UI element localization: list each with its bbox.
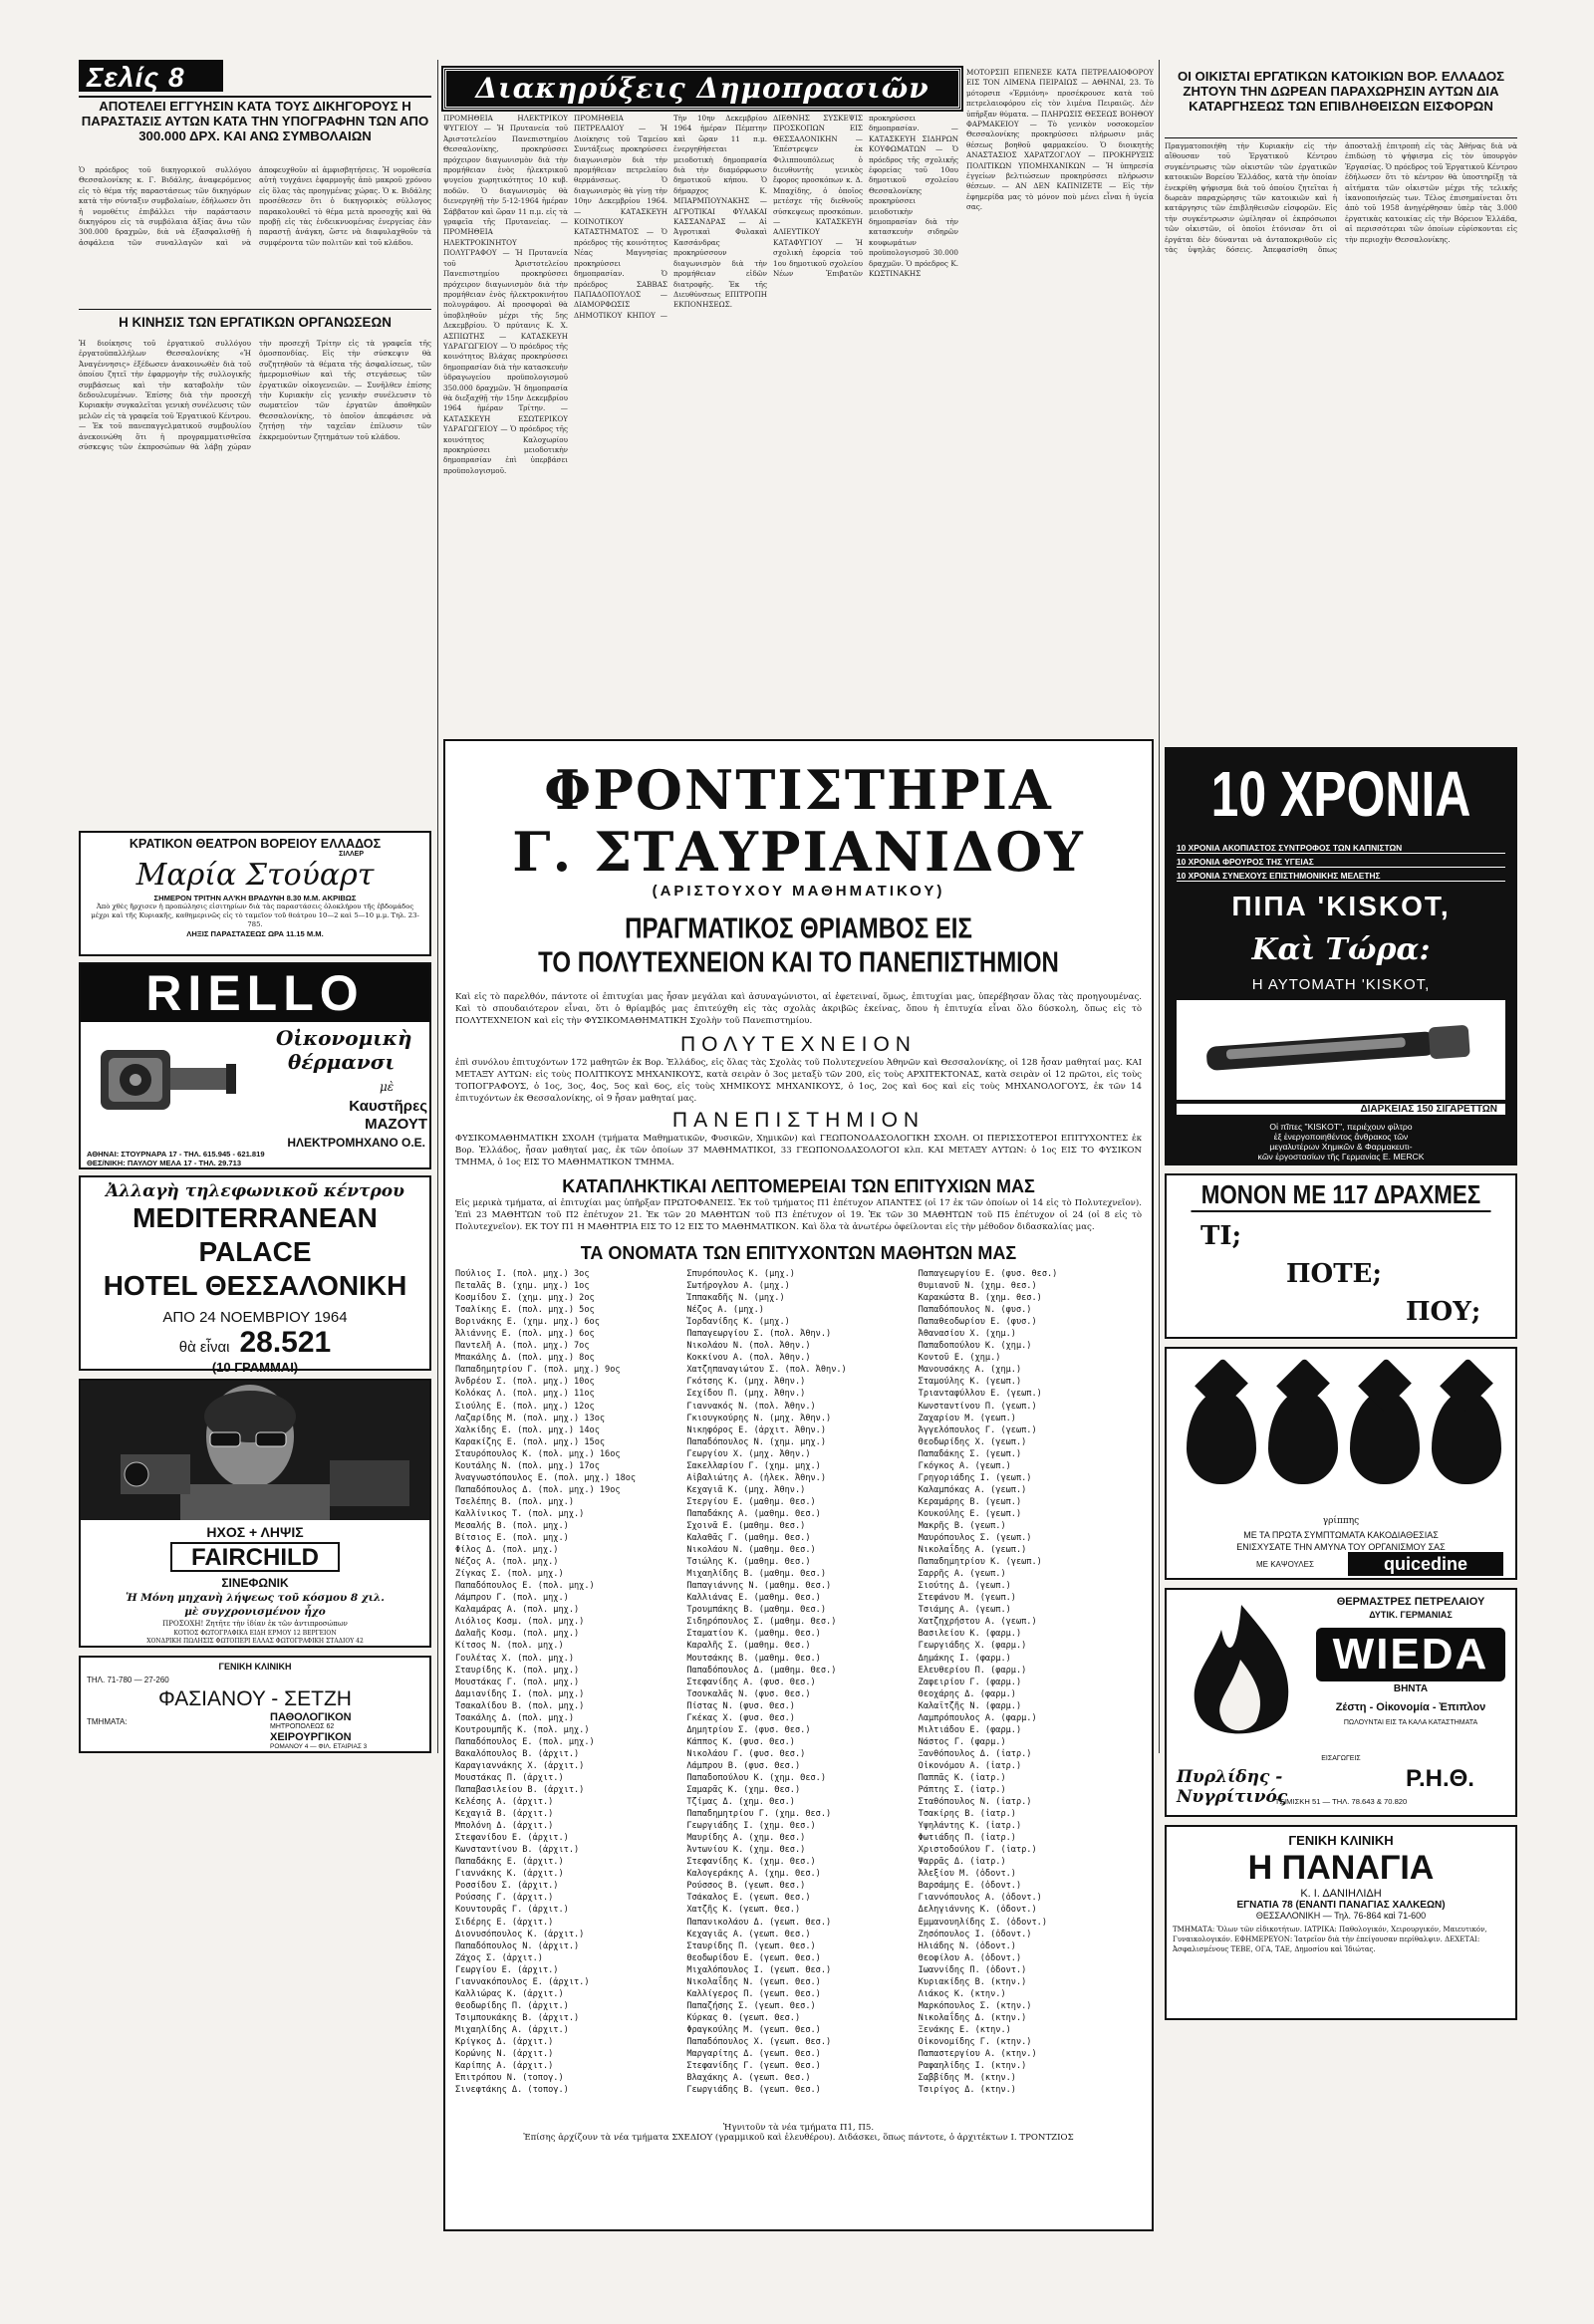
- drop-shape: [1350, 1391, 1420, 1484]
- hotel-line3: HOTEL ΘΕΣΣΑΛΟΝΙΚΗ: [103, 1270, 407, 1301]
- riello-slogan2: θέρμανσι: [288, 1050, 396, 1074]
- fairchild-note: ΠΡΟΣΟΧΗ! Ζητῆτε τὴν ἰδίαν ἐκ τῶν ἀντιπροσώπων: [162, 1620, 348, 1628]
- fairchild-brand-box: [170, 1542, 340, 1572]
- fairchild-tagline1: Ἡ Μόνη μηχανὴ λήψεως τοῦ κόσμου 8 χιλ.: [126, 1592, 385, 1604]
- fairchild-footer2: ΧΟΝΔΡΙΚΗ ΠΩΛΗΣΙΣ ΦΩΤΟΠΕΡΙ ΕΛΛΑΣ ΦΩΤΟΓΡΑΦΙΚΗ ΣΤΑΔΙΟΥ 42: [146, 1638, 364, 1645]
- fairchild-tagline2: μὲ συγχρονισμένον ἦχο: [184, 1606, 326, 1618]
- kiskot-ad: [1165, 747, 1517, 1165]
- frontistiria-ad: [443, 739, 1154, 2231]
- wieda-line2: ΔΥΤΙΚ. ΓΕΡΜΑΝΙΑΣ: [1369, 1610, 1453, 1620]
- labor-article-body: Ἡ διοίκησις τοῦ ἐργατικοῦ συλλόγου ἐργατοϋπαλλήλων Θεσσαλονίκης «Ἡ Ἀναγέννησις» ἐξέδωσεν ἀνακοινωθὲν διὰ τοῦ ὁποίου ζητεῖ τὴν ἐφαρμογὴν τῆς συλλογικῆς συμβάσεως καὶ τὴν καταβολὴν τῶν δεδουλευμένων. Ἐπίσης διὰ τὴν προσεχῆ Κυριακὴν συγκαλεῖται γενικὴ συνέλευσις τῶν μελῶν εἰς τὰ γραφεῖα τοῦ Ἐργατικοῦ Κέντρου. — Ἐκ τοῦ πανεπαγγελματικοῦ συμβουλίου ἀνεκοινώθη ὅτι ἡ προγραμματισθεῖσα σύσκεψις τῶν ἐκπροσώπων θὰ λάβῃ χώραν τὴν προσεχῆ Τρίτην εἰς τὰ γραφεῖα τῆς ὁμοσπονδίας. Εἰς τὴν σύσκεψιν θὰ συζητηθοῦν τὰ θέματα τῆς ἀσφαλίσεως, τῶν ἡμερομισθίων καὶ τῆς στεγάσεως τῶν ἐργατικῶν οἰκογενειῶν. — Συνῆλθεν ἐπίσης τὴν Κυριακὴν εἰς γενικὴν συνέλευσιν τὸ σωματεῖον τῶν ἐργατῶν ἀποθηκῶν Θεσσαλονίκης, τὸ ὁποῖον ἀπεφάσισε νὰ ζητήσῃ τὴν ταχεῖαν ἐπίλυσιν τῶν ἐκκρεμούντων ζητημάτων τοῦ κλάδου.: [79, 339, 431, 452]
- polytechnic-text: ἐπὶ συνόλου ἐπιτυχόντων 172 μαθητῶν ἐκ Βορ. Ἑλλάδος, εἰς ὅλας τὰς Σχολὰς τοῦ Πολυτεχνείου Ἀθηνῶν καὶ Θεσσαλονίκης, οἱ 128 ἦσαν μαθηταί μας. ΚΑΙ ΜΕΤΑΞΥ ΑΥΤΩΝ: εἰς τοὺς ΠΟΛΙΤΙΚΟΥΣ ΜΗΧΑΝΙΚΟΥΣ, κατὰ σειρὰν ὁ 3ος μεταξὺ τῶν 200, εἰς τοὺς ΑΡΧΙΤΕΚΤΟΝΑΣ, κατὰ σειρὰν οἱ 12 πρῶτοι, εἰς τοὺς ΤΟΠΟΓΡΑΦΟΥΣ, ὁ 1ος, 3ος, 4ος, 5ος καὶ 6ος, εἰς τοὺς ΧΗΜΙΚΟΥΣ ΜΗΧΑΝΙΚΟΥΣ, ὁ 1ος, 2ος καὶ 6ος καὶ εἰς τοὺς ΜΗΧΑΝΟΛΟΓΟΥΣ, ἐκ τῶν 14 ἐπιτυχόντων ἐκ Θεσσαλονίκης, οἱ 9 ἦσαν μαθηταί μας.: [455, 1058, 1142, 1104]
- quicedine-brand-box: [1348, 1552, 1503, 1576]
- polytechnic-heading: ΠΟΛΥΤΕΧΝΕΙΟΝ: [680, 1033, 917, 1056]
- man-with-camera-photo: [81, 1381, 429, 1520]
- fairchild-brand: FAIRCHILD: [191, 1544, 319, 1571]
- panagia-text: ΤΜΗΜΑΤΑ: Ὅλων τῶν εἰδικοτήτων. ΙΑΤΡΙΚΑ: Παθολογικόν, Χειρουργικόν, Μαιευτικόν, Γυναικολογικόν. ΕΦΗΜΕΡΕΥΟΝ: Ἰατρεῖον διὰ τὴν ἐπείγουσαν περίθαλψιν. ΔΕΧΕΤΑΙ: Ἀσφαλισμένους ΤΕΒΕ, ΟΓΑ, ΤΑΕ, Δημοσίου καὶ Ἰδιώτας.: [1173, 1926, 1487, 1953]
- lawyers-article-body: Ὁ πρόεδρος τοῦ δικηγορικοῦ συλλόγου Θεσσαλονίκης κ. Γ. Βιδάλης, ἀναφερόμενος εἰς τὸ θέμα τῆς παραστάσεως τῶν δικηγόρων κατὰ τὴν σύνταξιν συμβολαίων, ἐδήλωσεν ὅτι ἡ νομοθέτις ἐπιβάλλει τὴν παράστασιν δικηγόρου εἰς τὰ συμβόλαια ἀξίας ἄνω τῶν 300.000 δραχμῶν, διὰ νὰ ἐξασφαλισθῇ ἡ ἀσφάλεια τῶν συναλλαγῶν καὶ νὰ ἀποφευχθοῦν αἱ ἀμφισβητήσεις. Ἡ νομοθεσία αὐτὴ τυγχάνει ἐφαρμογῆς ἀπὸ μακροῦ χρόνου εἰς ὅλας τὰς προηγμένας χώρας. Ὁ κ. Βιδάλης προσέθεσεν ὅτι ὁ δικηγορικὸς σύλλογος παρακολουθεῖ τὸ θέμα μετὰ προσοχῆς καὶ θὰ προβῇ εἰς τὰς ἐνδεικνυομένας ἐνεργείας ἐὰν παραστῇ ἀνάγκη, ὥστε νὰ διαφυλαχθοῦν τὰ συμφέροντα τῶν πολιτῶν καὶ τοῦ κλάδου.: [79, 165, 431, 247]
- hotel-line4: ΑΠΟ 24 ΝΟΕΜΒΡΙΟΥ 1964: [162, 1309, 348, 1326]
- kiskot-pipe-panel: [1177, 1000, 1505, 1100]
- clinic-name: ΦΑΣΙΑΝΟΥ - ΣΕΤΖΗ: [158, 1687, 352, 1710]
- drops-graphic: [1187, 1391, 1505, 1510]
- frontistiria-title2: Γ. ΣΤΑΥΡΙΑΝΙΔΟΥ: [512, 820, 1085, 884]
- fairchild-sub: ΣΙΝΕΦΩΝΙΚ: [221, 1576, 289, 1590]
- theatre-title: Μαρία Στούαρτ: [135, 858, 375, 893]
- lawyers-headline: ΑΠΟΤΕΛΕΙ ΕΓΓΥΗΣΙΝ ΚΑΤΑ ΤΟΥΣ ΔΙΚΗΓΟΡΟΥΣ Η ΠΑΡΑΣΤΑΣΙΣ ΑΥΤΩΝ ΚΑΤΑ ΤΗΝ ΥΠΟΓΡΑΦΗΝ ΤΩΝ ΑΠΟ 300.000 ΔΡΧ. ΚΑΙ ΑΝΩ ΣΥΜΒΟΛΑΙΩΝ: [81, 99, 429, 143]
- riello-with: μὲ: [380, 1080, 395, 1094]
- page-number-label: Σελίς 8: [87, 62, 185, 93]
- panagia-city: ΘΕΣΣΑΛΟΝΙΚΗ — Τηλ. 76-864 καὶ 71-600: [1255, 1911, 1427, 1921]
- notices-col2: ΠΡΟΜΗΘΕΙΑ ΠΕΤΡΕΛΑΙΟΥ — Ἡ Διοίκησις τοῦ Ταμείου Συντάξεως προκηρύσσει διαγωνισμὸν διὰ τὴν προμήθειαν πετρελαίου θερμάνσεως. Ὁ διαγωνισμὸς θὰ γίνῃ τὴν 10ην Δεκεμβρίου 1964. — ΚΑΤΑΣΚΕΥΗ ΚΟΙΝΟΤΙΚΟΥ ΚΑΤΑΣΤΗΜΑΤΟΣ — Ὁ πρόεδρος τῆς κοινότητος Νέας Μαγνησίας προκηρύσσει δημοπρασίαν. Ὁ πρόεδρος ΣΑΒΒΑΣ ΠΑΠΑΔΟΠΟΥΛΟΣ — ΔΙΑΜΟΡΦΩΣΙΣ ΔΗΜΟΤΙΚΟΥ ΚΗΠΟΥ — Τὴν 10ην Δεκεμβρίου 1964 ἡμέραν Πέμπτην καὶ ὥραν 11 π.μ. ἐνεργηθήσεται μειοδοτικὴ δημοπρασία διὰ τὴν διαμόρφωσιν δημοτικοῦ κήπου. Ὁ δήμαρχος Κ. ΜΠΑΡΜΠΟΥΝΑΚΗΣ — ΑΓΡΟΤΙΚΑΙ ΦΥΛΑΚΑΙ ΚΑΣΣΑΝΔΡΑΣ — Αἱ Ἀγροτικαὶ Φυλακαὶ Κασσάνδρας προκηρύσσουν διαγωνισμὸν διὰ τὴν προμήθειαν εἰδῶν διατροφῆς. Ἐκ τῆς Διευθύνσεως ΕΠΙΤΡΟΠΗ ΕΚΠΟΝΗΣΕΩΣ.: [574, 114, 767, 320]
- wieda-city: ΒΗΝΤΑ: [1393, 1683, 1429, 1694]
- hotel-line2: MEDITERRANEAN PALACE: [133, 1202, 378, 1267]
- frontistiria-triumph2: ΤΟ ΠΟΛΥΤΕΧΝΕΙΟΝ ΚΑΙ ΤΟ ΠΑΝΕΠΙΣΤΗΜΙΟΝ: [538, 946, 1059, 979]
- details-text: Εἰς μερικὰ τμήματα, αἱ ἐπιτυχίαι μας ὑπῆρξαν ΠΡΩΤΟΦΑΝΕΙΣ. Ἐκ τοῦ τμήματος Π1 ἐπέτυχον ΑΠΑΝΤΕΣ (οἱ 17 ἐκ τῶν ὁποίων οἱ 14 εἰς τὸ Πολυτεχνεῖον). Ἐπὶ 23 ΜΑΘΗΤΩΝ τοῦ Π2 ἐπέτυχον 21. Ἐκ τῶν 20 ΜΑΘΗΤΩΝ τοῦ Π3 ἐπέτυχον οἱ 19. Ἐκ τῶν 30 ΜΑΘΗΤΩΝ τοῦ Π5 ἐπέτυχον οἱ 24 (οἱ 8 εἰς τὸ Πολυτεχνεῖον). ΕΚ ΤΟΥ Π1 Η ΜΑΘΗΤΡΙΑ ΕΙΣ ΤΟ 12 ΕΙΣ ΤΟ ΜΑΘΗΜΑΤΙΚΟΝ. Καὶ ὅλα τὰ ἀνωτέρω ὀφείλονται εἰς τὴν μέθοδον διδασκαλίας μας.: [455, 1198, 1142, 1232]
- teaser-line1: ΜΟΝΟΝ ΜΕ 117 ΔΡΑΧΜΕΣ: [1192, 1179, 1491, 1212]
- quicedine-ad: [1165, 1347, 1517, 1580]
- quicedine-caption: γρίππης: [1322, 1516, 1360, 1526]
- frontistiria-footer1: Ἡγνιτοῦν τὰ νέα τμήματα Π1, Π5.: [722, 2123, 875, 2133]
- drop-shape: [1268, 1391, 1338, 1484]
- frontistiria-intro: Καὶ εἰς τὸ παρελθόν, πάντοτε οἱ ἐπιτυχίαι μας ἦσαν μεγάλαι καὶ ἀσυναγώνιστοι, αἱ ἐφετειναί, ὅμως, ἐπιτυχίαι μας, ὑπερέβησαν ὅλας τὰς προηγουμένας. Καὶ τὸ σπουδαιότερον εἶναι, ὅτι ὁ θρίαμβός μας ἐπιτεύχθη εἰς τὰς σχολὰς ἀκριβῶς ἐκείνας, ὅπου ἡ ἐπιτυχία εἶναι ὅλο δύσκολη, ὅπως εἰς τὸ ΠΟΛΥΤΕΧΝΕΙΟΝ καὶ εἰς τὴν ΦΥΣΙΚΟΜΑΘΗΜΑΤΙΚΗ Σχολὴν τοῦ Πανεπιστημίου.: [455, 992, 1142, 1026]
- riello-slogan1: Οἰκονομικὴ: [276, 1026, 412, 1050]
- wieda-address: ΤΣΙΜΙΣΚΗ 51 — ΤΗΛ. 78.643 & 70.820: [1274, 1797, 1408, 1806]
- kiskot-filter4: κῶν ἐργοστασίων τῆς Γερμανίας E. MERCK: [1257, 1152, 1425, 1162]
- housing-headline: ΟΙ ΟΙΚΙΣΤΑΙ ΕΡΓΑΤΙΚΩΝ ΚΑΤΟΙΚΙΩΝ ΒΟΡ. ΕΛΛΑΔΟΣ ΖΗΤΟΥΝ ΤΗΝ ΔΩΡΕΑΝ ΠΑΡΑΧΩΡΗΣΙΝ ΑΥΤΩΝ ΔΙΑ ΚΑΤΑΡΓΗΣΕΩΣ ΤΩΝ ΕΠΙΒΛΗΘΕΙΣΩΝ ΕΙΣΦΟΡΩΝ: [1177, 69, 1505, 114]
- teaser-q3: ΠΟΥ;: [1406, 1297, 1481, 1327]
- clinic-fasianou-ad: [79, 1656, 431, 1753]
- housing-article-body: Πραγματοποιήθη τὴν Κυριακὴν εἰς τὴν αἴθουσαν τοῦ Ἐργατικοῦ Κέντρου συγκέντρωσις τῶν οἰκιστῶν τῶν ἐργατικῶν κατοικιῶν Βορείου Ἑλλάδος, κατὰ τὴν ὁποίαν ἐνεκρίθη ψήφισμα διὰ τοῦ ὁποίου ζητεῖται ἡ δωρεὰν παραχώρησις τῶν κατοικιῶν καὶ ἡ κατάργησις τῶν ἐπιβληθεισῶν εἰσφορῶν. Εἰς τὴν συγκέντρωσιν ὡμίλησαν οἱ ἐκπρόσωποι τῶν οἰκιστῶν, οἱ ὁποῖοι ἐτόνισαν ὅτι οἱ ἐργάται δὲν δύνανται νὰ ἀνταποκριθοῦν εἰς τὰς ὑψηλὰς δόσεις. Ἀπεφασίσθη ὅπως ἀποσταλῇ ἐπιτροπὴ εἰς τὰς Ἀθήνας διὰ νὰ ἐπιδώσῃ τὸ ψήφισμα εἰς τὸν ὑπουργὸν Ἐργασίας. Ὁ πρόεδρος τοῦ Ἐργατικοῦ Κέντρου ἐδήλωσεν ὅτι τὸ κέντρον θὰ ὑποστηρίξῃ τὰ αἰτήματα τῶν οἰκιστῶν μέχρι τῆς τελικῆς ἱκανοποιήσεώς των. Τέλος ἐπισημαίνεται ὅτι ἀπὸ τοῦ 1958 ἀνηγέρθησαν ὑπὲρ τὰς 3.000 ἐργατικὰς κατοικίας εἰς τὴν Βόρειον Ἑλλάδα, αἱ περισσότεραι τῶν ὁποίων εὑρίσκονται εἰς τὴν περιοχὴν Θεσσαλονίκης.: [1165, 141, 1517, 255]
- wieda-ad: [1165, 1588, 1517, 1817]
- frontistiria-footer2: Ἐπίσης ἀρχίζουν τὰ νέα τμήματα ΣΧΕΔΙΟΥ (γραμμικοῦ καὶ ἐλευθέρου). Διδάσκει, ὅπως πάντοτε, ὁ ἀρχιτέκτων Ι. ΤΡΟΝΤΖΙΟΣ: [523, 2133, 1074, 2143]
- kiskot-years: 10 ΧΡΟΝΙΑ: [1210, 758, 1471, 830]
- kiskot-filter-text: [1177, 1122, 1505, 1162]
- wieda-tagline: Ζέστη - Οἰκονομία - Ἐπιπλον: [1335, 1701, 1486, 1713]
- panagia-name: Η ΠΑΝΑΓΙΑ: [1247, 1849, 1435, 1887]
- kiskot-duration: ΔΙΑΡΚΕΙΑΣ 150 ΣΙΓΑΡΕΤΤΩΝ: [1177, 1104, 1505, 1115]
- university-text: ΦΥΣΙΚΟΜΑΘΗΜΑΤΙΚΗ ΣΧΟΛΗ (τμήματα Μαθηματικῶν, Φυσικῶν, Χημικῶν) καὶ ΓΕΩΠΟΝΟΔΑΣΟΛΟΓΙΚΗ ΣΧΟΛΗ. ΟΙ ΠΕΡΙΣΣΟΤΕΡΟΙ ΕΠΙΤΥΧΟΝΤΕΣ ἐκ Βορ. Ἑλλάδος, ἦσαν μαθηταί μας, ἐκ τῶν ὁποίων 37 ΜΑΘΗΜΑΤΙΚΟΙ, 33 ΓΕΩΠΟΝΟΔΑΣΟΛΟΓΟΙ κλπ. ΚΑΙ ΜΕΤΑΞΥ ΑΥΤΩΝ: ὁ 1ος ΕΙΣ ΤΟ ΦΥΣΙΚΟΝ ΤΜΗΜΑ, ὁ 1ος ΕΙΣ ΤΟ ΜΑΘΗΜΑΤΙΚΟΝ ΤΜΗΜΑ.: [455, 1134, 1142, 1167]
- hotel-line1: Ἀλλαγὴ τηλεφωνικοῦ κέντρου: [106, 1181, 404, 1201]
- labor-headline: Η ΚΙΝΗΣΙΣ ΤΩΝ ΕΡΓΑΤΙΚΩΝ ΟΡΓΑΝΩΣΕΩΝ: [119, 315, 392, 330]
- clinic-address2: ΡΟΜΑΝΟΥ 4 — ΦΙΛ. ΕΤΑΙΡΙΑΣ 3: [270, 1743, 368, 1750]
- theatre-ad: [79, 831, 431, 956]
- frontistiria-triumph1: ΠΡΑΓΜΑΤΙΚΟΣ ΘΡΙΑΜΒΟΣ ΕΙΣ: [625, 912, 972, 945]
- theatre-author: ΣΙΛΛΕΡ: [339, 851, 364, 858]
- panagia-doctor: Κ. Ι. ΔΑΝΙΗΛΙΔΗ: [1300, 1888, 1382, 1900]
- student-names-col2: Σπυρόπουλος Κ. (μηχ.) Σωτήρογλου Α. (μηχ.) Ἱππακαδῆς Ν. (μηχ.) Νέζος Α. (μηχ.) Ἰορδανίδης Κ. (μηχ.) Παπαγεωργίου Σ. (πολ. Ἀθην.) Νικολάου Ν. (πολ. Ἀθην.) Κοκκίνου Α. (πολ. Ἀθην.) Χατζηπαναγιώτου Σ. (πολ. Ἀθην.) Γκότσης Κ. (μηχ. Ἀθην.) Σεχίδου Π. (μηχ. Ἀθην.) Γιαννακός Ν. (πολ. Ἀθην.) Γκιουγκούρης Ν. (μηχ. Ἀθην.) Νικηφόρος Ε. (ἀρχιτ. Ἀθην.) Παπαδόπουλος Ν. (χημ. μηχ.) Γεωργίου Χ. (μηχ. Ἀθην.) Σακελλαρίου Γ. (χημ. μηχ.) Αἰβαλιώτης Α. (ἠλεκ. Ἀθην.) Κεχαγιᾶ Κ. (μηχ. Ἀθην.) Στεργίου Ε. (μαθημ. Θεσ.) Παπαδάκης Α. (μαθημ. Θεσ.) Σχοινᾶ Ε. (μαθημ. Θεσ.) Καλαθᾶς Γ. (μαθημ. Θεσ.) Νικολάου Ν. (μαθημ. Θεσ.) Τσιώλης Κ. (μαθημ. Θεσ.) Μιχαηλίδης Β. (μαθημ. Θεσ.) Παπαγιάννης Ν. (μαθημ. Θεσ.) Καλλιάνας Ε. (μαθημ. Θεσ.) Τρουμπάκης Β. (μαθημ. Θεσ.) Σιδηρόπουλος Σ. (μαθημ. Θεσ.) Σταματίου Κ. (μαθημ. Θεσ.) Καραλῆς Σ. (μαθημ. Θεσ.) Μουτσάκης Β. (μαθημ. Θεσ.) Παπαδόπουλος Δ. (μαθημ. Θεσ.) Στεφανίδης Α. (φυσ. Θεσ.) Τσουκαλᾶς Ν. (φυσ. Θεσ.) Πίστας Ν. (φυσ. Θεσ.) Γκέκας Χ. (φυσ. Θεσ.) Δημητρίου Σ. (φυσ. Θεσ.) Κάππος Κ. (φυσ. Θεσ.) Νικολάου Γ. (φυσ. Θεσ.) Λάμπρου Β. (φυσ. Θεσ.) Παπαδοπούλου Κ. (χημ. Θεσ.) Σαμαρᾶς Κ. (χημ. Θεσ.) Τζίμας Δ. (χημ. Θεσ.) Παπαδημητρίου Γ. (χημ. Θεσ.) Γεωργιάδης Ι. (χημ. Θεσ.) Μαυρίδης Α. (χημ. Θεσ.) Ἀντωνίου Κ. (χημ. Θεσ.) Στεφανίδης Κ. (χημ. Θεσ.) Καλογεράκης Α. (χημ. Θεσ.) Ρούσσος Β. (γεωπ. Θεσ.) Τσάκαλος Ε. (γεωπ. Θεσ.) Χατζῆς Κ. (γεωπ. Θεσ.) Παπανικολάου Δ. (γεωπ. Θεσ.) Κεχαγιᾶς Α. (γεωπ. Θεσ.) Σταυρίδης Π. (γεωπ. Θεσ.) Θεοδωρίδου Ε. (γεωπ. Θεσ.) Μιχαλόπουλος Ι. (γεωπ. Θεσ.) Νικολαΐδης Ν. (γεωπ. Θεσ.) Καλλίγερος Π. (γεωπ. Θεσ.) Παπαζήσης Σ. (γεωπ. Θεσ.) Κύρκας Θ. (γεωπ. Θεσ.) Φραγκούλης Μ. (γεωπ. Θεσ.) Παπαδόπουλος Χ. (γεωπ. Θεσ.) Μαργαρίτης Δ. (γεωπ. Θεσ.) Στεφανίδης Γ. (γεωπ. Θεσ.) Βλαχάκης Α. (γεωπ. Θεσ.) Γεωργιάδης Β. (γεωπ. Θεσ.): [686, 1269, 847, 2096]
- fairchild-caption: ΗΧΟΣ + ΛΗΨΙΣ: [206, 1524, 304, 1540]
- kiskot-line2: 10 ΧΡΟΝΙΑ ΦΡΟΥΡΟΣ ΤΗΣ ΥΓΕΙΑΣ: [1177, 857, 1505, 868]
- auctions-banner-title: Διακηρύξεις Δημοπρασιῶν: [475, 72, 930, 105]
- fairchild-footer1: ΚΟΤΙΟΣ ΦΩΤΟΓΡΑΦΙΚΑ ΕΙΔΗ ΕΡΜΟΥ 12 ΒΕΡΓΕΙΟΝ: [173, 1630, 337, 1637]
- drop-shape: [1187, 1391, 1256, 1484]
- auctions-banner: [443, 68, 961, 110]
- wieda-company: Πυρλίδης - Νυγρίτινός: [1177, 1767, 1288, 1807]
- quicedine-line1: ΜΕ ΤΑ ΠΡΩΤΑ ΣΥΜΠΤΩΜΑΤΑ ΚΑΚΟΔΙΑΘΕΣΙΑΣ: [1243, 1530, 1439, 1540]
- theatre-line3: ΛΗΞΙΣ ΠΑΡΑΣΤΑΣΕΩΣ ΩΡΑ 11.15 Μ.Μ.: [186, 929, 324, 938]
- clinic-dept2: ΧΕΙΡΟΥΡΓΙΚΟΝ: [270, 1731, 352, 1743]
- hotel-ad: [79, 1175, 431, 1375]
- hotel-phone-number: 28.521: [239, 1326, 332, 1359]
- flame-icon: [1177, 1600, 1306, 1749]
- panagia-address: ΕΓΝΑΤΙΑ 78 (ΕΝΑΝΤΙ ΠΑΝΑΓΙΑΣ ΧΑΛΚΕΩΝ): [1236, 1900, 1446, 1911]
- names-heading: ΤΑ ΟΝΟΜΑΤΑ ΤΩΝ ΕΠΙΤΥΧΟΝΤΩΝ ΜΑΘΗΤΩΝ ΜΑΣ: [580, 1243, 1017, 1263]
- clinic-dept-label: ΤΜΗΜΑΤΑ:: [87, 1717, 128, 1726]
- theatre-line2: Ἀπὸ χθὲς ἤρχισεν ἡ προπώλησις εἰσιτηρίων διὰ τὰς παραστάσεις ὁλοκλήρου τῆς ἑβδομάδος μέχρι καὶ τῆς Κυριακῆς, καθημερινῶς εἰς τὸ ταμεῖον τοῦ θεάτρου 10—2 καὶ 5—10 μ.μ. Τηλ. 23-785.: [91, 903, 419, 928]
- kiskot-now: Καὶ Τώρα:: [1251, 932, 1431, 967]
- frontistiria-subtitle: (ΑΡΙΣΤΟΥΧΟΥ ΜΑΘΗΜΑΤΙΚΟΥ): [652, 883, 945, 900]
- wieda-abbr: Ρ.Η.Θ.: [1406, 1765, 1474, 1792]
- wieda-brand-box: [1316, 1628, 1505, 1681]
- pipe-illustration: [1187, 1020, 1495, 1080]
- hotel-lines: (10 ΓΡΑΜΜΑΙ): [211, 1360, 299, 1375]
- teaser-q1: ΤΙ;: [1200, 1221, 1242, 1251]
- wieda-brand: WIEDA: [1332, 1630, 1489, 1678]
- riello-addr2: ΘΕΣ/ΝΙΚΗ: ΠΑΥΛΟΥ ΜΕΛΑ 17 - ΤΗΛ. 29.713: [87, 1159, 242, 1167]
- quicedine-brand: quicedine: [1383, 1554, 1467, 1574]
- hotel-line5: θὰ εἶναι: [178, 1339, 230, 1356]
- riello-company: ΗΛΕΚΤΡΟΜΗΧΑΝΟ Ο.Ε.: [287, 1136, 425, 1150]
- clinic-address: ΜΗΤΡΟΠΟΛΕΩΣ 62: [270, 1723, 335, 1730]
- notices-col3: ΔΙΕΘΝΗΣ ΣΥΣΚΕΨΙΣ ΠΡΟΣΚΟΠΩΝ ΕΙΣ ΘΕΣΣΑΛΟΝΙΚΗΝ — Ἐπέστρεψεν ἐκ Φιλιππουπόλεως ὁ διευθυντὴς γενικὸς ἔφορος προσκόπων κ. Δ. Μπαχίδης, ὁ ὁποῖος μετέσχε τῆς διεθνοῦς σύσκεψεως προσκόπων. — ΚΑΤΑΣΚΕΥΗ ΑΛΙΕΥΤΙΚΟΥ ΚΑΤΑΦΥΓΙΟΥ — Ἡ σχολικὴ ἐφορεία τοῦ 1ου δημοτικοῦ σχολείου Νέων Ἐπιβατῶν προκηρύσσει δημοπρασίαν. — ΚΑΤΑΣΚΕΥΗ ΣΙΔΗΡΩΝ ΚΟΥΦΩΜΑΤΩΝ — Ὁ πρόεδρος τῆς σχολικῆς ἐφορείας τοῦ 10ου δημοτικοῦ σχολείου Θεσσαλονίκης προκηρύσσει μειοδοτικὴν δημοπρασίαν διὰ τὴν κατασκευὴν σιδηρῶν κουφωμάτων προϋπολογισμοῦ 30.000 δραχμῶν. Ὁ πρόεδρος Κ. ΚΩΣΤΙΝΑΚΗΣ: [773, 114, 958, 279]
- kiskot-filter2: ἐξ ἐνεργοποιηθέντος ἄνθρακος τῶν: [1273, 1132, 1409, 1142]
- fairchild-ad: [79, 1379, 431, 1648]
- teaser-q2: ΠΟΤΕ;: [1286, 1259, 1382, 1289]
- riello-brand: RIELLO: [145, 965, 365, 1021]
- kiskot-line1: 10 ΧΡΟΝΙΑ ΑΚΟΠΙΑΣΤΟΣ ΣΥΝΤΡΟΦΟΣ ΤΩΝ ΚΑΠΝΙΣΤΩΝ: [1177, 843, 1505, 854]
- details-heading: ΚΑΤΑΠΛΗΚΤΙΚΑΙ ΛΕΠΤΟΜΕΡΕΙΑΙ ΤΩΝ ΕΠΙΤΥΧΙΩΝ ΜΑΣ: [562, 1176, 1035, 1196]
- wieda-sold: ΠΩΛΟΥΝΤΑΙ ΕΙΣ ΤΑ ΚΑΛΑ ΚΑΤΑΣΤΗΜΑΤΑ: [1343, 1719, 1478, 1726]
- kiskot-filter1: Οἱ πῖπες "KISKOT", περιέχουν φίλτρο: [1269, 1122, 1413, 1132]
- clinic-title: ΓΕΝΙΚΗ ΚΛΙΝΙΚΗ: [218, 1662, 292, 1672]
- notices-col1: ΠΡΟΜΗΘΕΙΑ ΗΛΕΚΤΡΙΚΟΥ ΨΥΓΕΙΟΥ — Ἡ Πρυτανεία τοῦ Ἀριστοτελείου Πανεπιστημίου Θεσσαλονίκης, προκηρύσσει πρόχειρον διαγωνισμὸν διὰ τὴν προμήθειαν ἑνὸς ἠλεκτρικοῦ ψυγείου χωρητικότητος 10 κυβ. ποδῶν. Ὁ διαγωνισμὸς θὰ διενεργηθῇ τὴν 5-12-1964 ἡμέραν Σάββατον καὶ ὥραν 11 π.μ. εἰς τὰ γραφεῖα τῆς Πρυτανείας. — ΠΡΟΜΗΘΕΙΑ ΗΛΕΚΤΡΟΚΙΝΗΤΟΥ ΠΟΛΥΓΡΑΦΟΥ — Ἡ Πρυτανεία τοῦ Ἀριστοτελείου Πανεπιστημίου προκηρύσσει πρόχειρον διαγωνισμὸν διὰ τὴν προμήθειαν ἑνὸς ἠλεκτροκινήτου πολυγράφου. Αἱ προσφοραὶ θὰ ὑποβληθοῦν μέχρι τῆς 5ης Δεκεμβρίου. Ὁ πρύτανις Κ. Χ. ΑΣΠΙΩΤΗΣ — ΚΑΤΑΣΚΕΥΗ ΥΔΡΑΓΩΓΕΙΟΥ — Ὁ πρόεδρος τῆς κοινότητος Βλάχας προκηρύσσει δημοπρασίαν διὰ τὴν κατασκευὴν ὑδραγωγείου προϋπολογισμοῦ 350.000 δραχμῶν. Ἡ δημοπρασία θὰ διεξαχθῇ τὴν 15ην Δεκεμβρίου 1964 ἡμέραν Τρίτην. — ΚΑΤΑΣΚΕΥΗ ΕΣΩΤΕΡΙΚΟΥ ΥΔΡΑΓΩΓΕΙΟΥ — Ὁ πρόεδρος τῆς κοινότητος Καλοχωρίου προκηρύσσει μειοδοτικὴν δημοπρασίαν ἐπὶ ὑπερβάσει προϋπολογισμοῦ.: [443, 114, 568, 475]
- burner-illustration: [91, 1030, 240, 1126]
- theatre-header: ΚΡΑΤΙΚΟΝ ΘΕΑΤΡΟΝ ΒΟΡΕΙΟΥ ΕΛΛΑΔΟΣ: [129, 837, 382, 851]
- kiskot-filter3: μεγαλυτέρων Χημικῶν & Φαρμακευτι-: [1269, 1142, 1413, 1152]
- quicedine-line3: ΜΕ ΚΑΨΟΥΛΕΣ: [1256, 1560, 1314, 1569]
- teaser-ad: [1165, 1173, 1517, 1339]
- clinic-phone: ΤΗΛ. 71-780 — 27-260: [87, 1676, 169, 1684]
- university-heading: ΠΑΝΕΠΙΣΤΗΜΙΟΝ: [671, 1109, 926, 1132]
- notices-col4: ΜΟΤΟΡΣΙΠ ΕΠΕΝΕΣΕ ΚΑΤΑ ΠΕΤΡΕΛΑΙΟΦΟΡΟΥ ΕΙΣ ΤΟΝ ΛΙΜΕΝΑ ΠΕΙΡΑΙΩΣ — ΑΘΗΝΑΙ, 23. Τὸ μότορσιπ «Ἐρμιόνη» προσέκρουσε κατὰ τοῦ πετρελαιοφόρου εἰς τὸν λιμένα Πειραιῶς. Δὲν ὑπῆρξαν θύματα. — ΠΛΗΡΩΣΙΣ ΘΕΣΕΩΣ ΒΟΗΘΟΥ ΦΑΡΜΑΚΕΙΟΥ — Τὸ γενικὸν νοσοκομεῖον Θεσσαλονίκης προκηρύσσει πλήρωσιν μιᾶς θέσεως βοηθοῦ φαρμακείου. Ὁ διοικητὴς ΑΝΑΣΤΑΣΙΟΣ ΧΑΡΑΤΖΟΓΛΟΥ — ΠΡΟΚΗΡΥΞΙΣ ΠΟΛΙΤΙΚΩΝ ΥΠΟΜΗΧΑΝΙΚΩΝ — Ἡ ὑπηρεσία ἐγγείων βελτιώσεων προκηρύσσει πλήρωσιν θέσεων. — ΑΝ ΔΕΝ ΚΑΠΝΙΖΕΤΕ — Εἰς τὴν ἐφημερίδα μας τὸ μόνον ποὺ μένει εἶναι ἡ ὑγεία σας.: [966, 68, 1154, 212]
- student-names-col1: Πούλιος Ι. (πολ. μηχ.) 3ος Πεταλᾶς Β. (χημ. μηχ.) 1ος Κοσμίδου Σ. (χημ. μηχ.) 2ος Τσαλίκης Ε. (πολ. μηχ.) 5ος Βορινάκης Ε. (χημ. μηχ.) 6ος Ἀλιάννης Ε. (πολ. μηχ.) 6ος Παντελῆ Α. (πολ. μηχ.) 7ος Μπακάλης Δ. (πολ. μηχ.) 8ος Παπαδημητρίου Γ. (πολ. μηχ.) 9ος Ἀνδρέου Σ. (πολ. μηχ.) 10ος Κολόκας Λ. (πολ. μηχ.) 11ος Σιούλης Ε. (πολ. μηχ.) 12ος Λαζαρίδης Μ. (πολ. μηχ.) 13ος Χαλκίδης Ε. (πολ. μηχ.) 14ος Καρακίζης Ε. (πολ. μηχ.) 15ος Σταυρόπουλος Κ. (πολ. μηχ.) 16ος Κουτάλης Ν. (πολ. μηχ.) 17ος Ἀναγνωστόπουλος Ε. (πολ. μηχ.) 18ος Παπαδόπουλος Δ. (πολ. μηχ.) 19ος Τσελέπης Β. (πολ. μηχ.) Καλλίνικος Τ. (πολ. μηχ.) Μεσαλής Β. (πολ. μηχ.) Βίτσιος Ε. (πολ. μηχ.) Φίλος Δ. (πολ. μηχ.) Νέζος Α. (πολ. μηχ.) Ζίγκας Σ. (πολ. μηχ.) Παπαδόπουλος Ε. (πολ. μηχ.) Λάμπρου Γ. (πολ. μηχ.) Καλαμάρας Α. (πολ. μηχ.) Λιόλιος Κοσμ. (πολ. μηχ.) Δαλαῆς Κοσμ. (πολ. μηχ.) Κίτσος Ν. (πολ. μηχ.) Γουλέτας Χ. (πολ. μηχ.) Σταυρίδης Κ. (πολ. μηχ.) Μουστάκας Γ. (πολ. μηχ.) Δαμιανίδης Ι. (πολ. μηχ.) Τσακαλίδου Β. (πολ. μηχ.) Τσακάλης Δ. (πολ. μηχ.) Κουτρουμπῆς Κ. (πολ. μηχ.) Παπαδόπουλος Ε. (πολ. μηχ.) Βακαλόπουλος Β. (ἀρχιτ.) Καραγιαννάκης Χ. (ἀρχιτ.) Μουστάκας Π. (ἀρχιτ.) Παπαβασιλείου Β. (ἀρχιτ.) Κελέσης Α. (ἀρχιτ.) Κεχαγιᾶ Β. (ἀρχιτ.) Μπολόνη Δ. (ἀρχιτ.) Στεφανίδου Ε. (ἀρχιτ.) Κωνσταντίνου Β. (ἀρχιτ.) Παπαδάκης Ε. (ἀρχιτ.) Γιαννάκης Κ. (ἀρχιτ.) Ροσσίδου Σ. (ἀρχιτ.) Ρούσσης Γ. (ἀρχιτ.) Κουντουρᾶς Γ. (ἀρχιτ.) Σιδέρης Ε. (ἀρχιτ.) Διονυσόπουλος Κ. (ἀρχιτ.) Παπαδόπουλος Ν. (ἀρχιτ.) Ζάχος Σ. (ἀρχιτ.) Γεωργίου Ε. (ἀρχιτ.) Γιαννακόπουλος Ε. (ἀρχιτ.) Καλλιώρας Κ. (ἀρχιτ.) Θεοδωρίδης Π. (ἀρχιτ.) Τσιμπουκάκης Β. (ἀρχιτ.) Μιχαηλίδης Α. (ἀρχιτ.) Κρίγκος Δ. (ἀρχιτ.) Κορώνης Ν. (ἀρχιτ.) Καρίπης Α. (ἀρχιτ.) Ἐπιτρόπου Ν. (τοπογ.) Σινεφτάκης Δ. (τοπογ.): [455, 1269, 637, 2096]
- kiskot-auto: Η ΑΥΤΟΜΑΤΗ 'KISKOT,: [1251, 976, 1431, 993]
- riello-ad: [79, 962, 431, 1169]
- frontistiria-title1: ΦΡΟΝΤΙΣΤΗΡΙΑ: [544, 758, 1053, 822]
- riello-addr1: ΑΘΗΝΑΙ: ΣΤΟΥΡΝΑΡΑ 17 - ΤΗΛ. 615.945 - 621.819: [87, 1150, 265, 1159]
- wieda-line1: ΘΕΡΜΑΣΤΡΕΣ ΠΕΤΡΕΛΑΙΟΥ: [1336, 1596, 1485, 1608]
- theatre-line1: ΣΗΜΕΡΟΝ ΤΡΙΤΗΝ ΑΛ'ΚΗ ΒΡΑΔΥΝΗ 8.30 Μ.Μ. ΑΚΡΙΒΩΣ: [153, 894, 357, 903]
- clinic-dept1: ΠΑΘΟΛΟΓΙΚΟΝ: [270, 1711, 352, 1723]
- student-names-col3: Παπαγεωργίου Ε. (φυσ. θεσ.) Θυμιανοῦ Ν. (χημ. θεσ.) Καρακώστα Β. (χημ. θεσ.) Παπαδόπουλος Ν. (φυσ.) Παπαθεοδωρίου Ε. (φυσ.) Ἀθανασίου Χ. (χημ.) Παπαδοπούλου Κ. (χημ.) Κοντοῦ Ε. (χημ.) Μανουσάκης Α. (χημ.) Σταμούλης Κ. (γεωπ.) Τριανταφύλλου Ε. (γεωπ.) Κωνσταντίνου Π. (γεωπ.) Ζαχαρίου Μ. (γεωπ.) Ἀγγελόπουλος Γ. (γεωπ.) Θεοδωρίδης Χ. (γεωπ.) Παπαδάκης Σ. (γεωπ.) Γκόγκος Α. (γεωπ.) Γρηγοριάδης Ι. (γεωπ.) Καλαμπόκας Α. (γεωπ.) Κεραμάρης Β. (γεωπ.) Κουκούλης Ε. (γεωπ.) Μακρῆς Β. (γεωπ.) Μαυρόπουλος Σ. (γεωπ.) Νικολαΐδης Α. (γεωπ.) Παπαδημητρίου Κ. (γεωπ.) Σαρρῆς Α. (γεωπ.) Σιούτης Δ. (γεωπ.) Στεφάνου Μ. (γεωπ.) Τσιάμης Α. (γεωπ.) Χατζηχρήστου Α. (γεωπ.) Βασιλείου Κ. (φαρμ.) Γεωργιάδης Χ. (φαρμ.) Δημάκης Ι. (φαρμ.) Ἐλευθερίου Π. (φαρμ.) Ζαφειρίου Γ. (φαρμ.) Θεοχάρης Δ. (φαρμ.) Καλαϊτζῆς Ν. (φαρμ.) Λαμπρόπουλος Α. (φαρμ.) Μιλτιάδου Ε. (φαρμ.) Νάστος Γ. (φαρμ.) Ξανθόπουλος Δ. (ἰατρ.) Οἰκονόμου Α. (ἰατρ.) Παππᾶς Κ. (ἰατρ.) Ῥάπτης Σ. (ἰατρ.) Σταθόπουλος Ν. (ἰατρ.) Τσακίρης Β. (ἰατρ.) Ὑψηλάντης Κ. (ἰατρ.) Φωτιάδης Π. (ἰατρ.) Χριστοδούλου Γ. (ἰατρ.) Ψαρρᾶς Δ. (ἰατρ.) Ἀλεξίου Μ. (ὀδοντ.) Βαρσάμης Ε. (ὀδοντ.) Γιαννόπουλος Α. (ὀδοντ.) Δεληγιάννης Κ. (ὀδοντ.) Ἐμμανουηλίδης Σ. (ὀδοντ.) Ζησόπουλος Ι. (ὀδοντ.) Ηλιάδης Ν. (ὀδοντ.) Θεοφίλου Α. (ὀδοντ.) Ἰωαννίδης Π. (ὀδοντ.) Κυριακίδης Β. (κτην.) Λιάκος Κ. (κτην.) Μαρκόπουλος Σ. (κτην.) Νικολαΐδης Δ. (κτην.) Ξενάκης Ε. (κτην.) Οἰκονομίδης Γ. (κτην.) Παπαστεργίου Α. (κτην.) Ραφαηλίδης Ι. (κτην.) Σαββίδης Μ. (κτην.) Τσιρίγος Δ. (κτην.): [918, 1269, 1058, 2096]
- drop-shape: [1432, 1391, 1501, 1484]
- panagia-title: ΓΕΝΙΚΗ ΚΛΙΝΙΚΗ: [1288, 1833, 1394, 1848]
- panagia-clinic-ad: [1165, 1825, 1517, 2020]
- riello-brand-bar: [81, 964, 429, 1022]
- riello-fuel: ΜΑΖΟΥΤ: [365, 1116, 427, 1133]
- kiskot-line3: 10 ΧΡΟΝΙΑ ΣΥΝΕΧΟΥΣ ΕΠΙΣΤΗΜΟΝΙΚΗΣ ΜΕΛΕΤΗΣ: [1177, 871, 1505, 882]
- page-number-badge: [79, 60, 223, 92]
- kiskot-brand: ΠΙΠΑ 'KISKOT,: [1231, 891, 1451, 921]
- riello-burners: Καυστῆρες: [349, 1098, 427, 1115]
- wieda-importers: ΕΙΣΑΓΩΓΕΙΣ: [1321, 1755, 1361, 1762]
- quicedine-line2: ΕΝΙΣΧΥΣΑΤΕ ΤΗΝ ΑΜΥΝΑ ΤΟΥ ΟΡΓΑΝΙΣΜΟΥ ΣΑΣ: [1236, 1542, 1446, 1552]
